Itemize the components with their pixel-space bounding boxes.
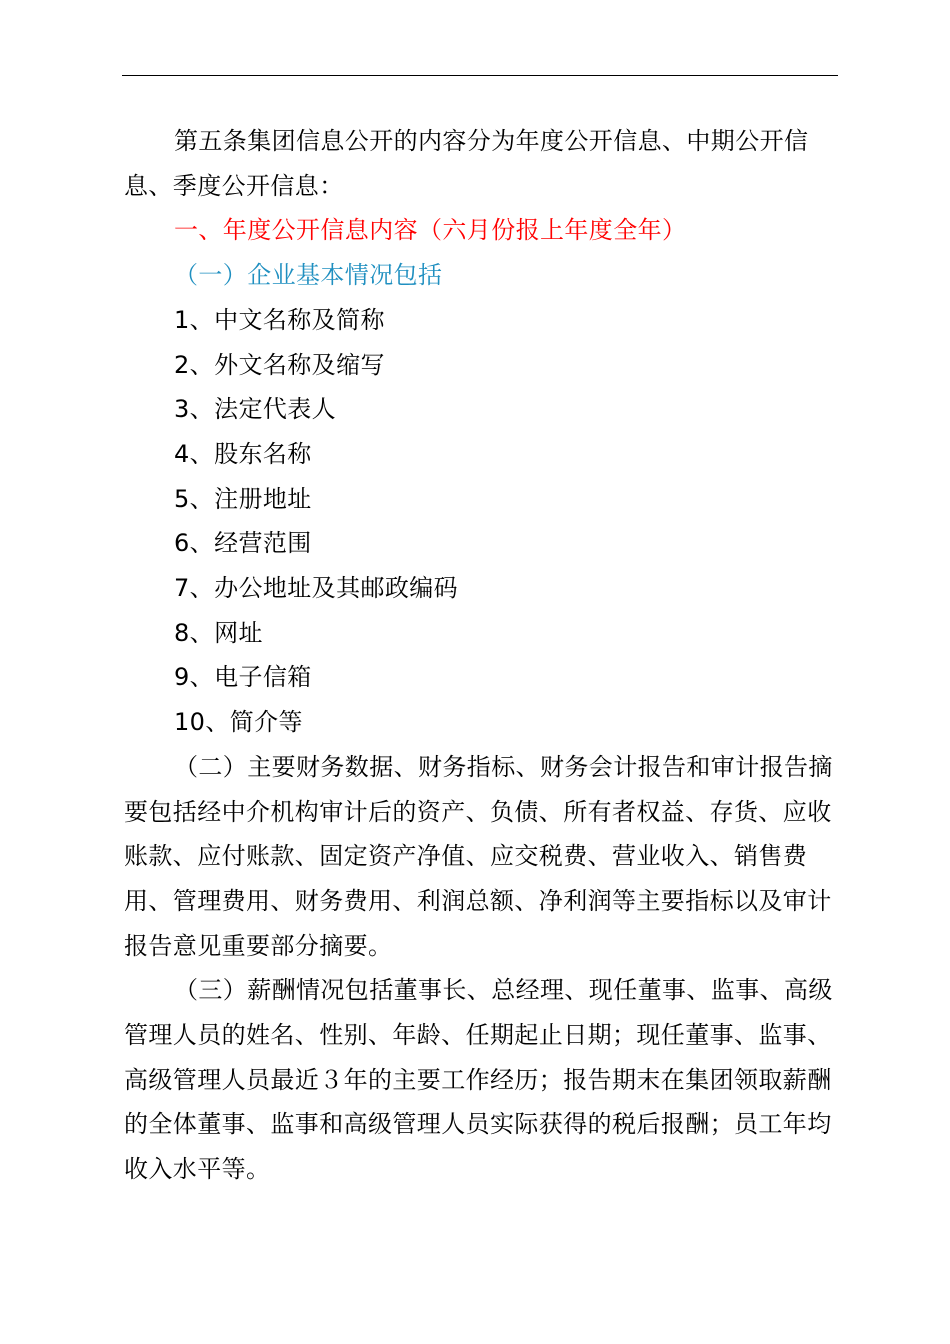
list-item: 9、电子信箱 — [174, 663, 312, 692]
intro-paragraph: 第五条集团信息公开的内容分为年度公开信息、中期公开信息、季度公开信息： — [124, 127, 809, 200]
list-item: 8、网址 — [174, 618, 263, 647]
header-rule — [122, 75, 838, 76]
financial-data-paragraph: （二）主要财务数据、财务指标、财务会计报告和审计报告摘要包括经中介机构审计后的资产、负债、所有者权益、存货、应收账款、应付账款、固定资产净值、应交税费、营业收入、销售费用、管理费用、财务费用、利润总额、净利润等主要指标以及审计报告意见重要部分摘要。 — [124, 752, 833, 960]
document-body — [124, 119, 840, 1192]
list-item: 2、外文名称及缩写 — [174, 350, 385, 379]
section-heading-annual: 一、年度公开信息内容（六月份报上年度全年） — [174, 216, 687, 245]
list-item: 3、法定代表人 — [174, 395, 337, 424]
subsection-heading-basic-info: （一）企业基本情况包括 — [174, 261, 443, 290]
compensation-paragraph: （三）薪酬情况包括董事长、总经理、现任董事、监事、高级管理人员的姓名、性别、年龄、任期起止日期；现任董事、监事、高级管理人员最近３年的主要工作经历；报告期末在集团领取薪酬的全体董事、监事和高级管理人员实际获得的税后报酬；员工年均收入水平等。 — [124, 976, 833, 1184]
list-item: 5、注册地址 — [174, 484, 312, 513]
list-item: 10、简介等 — [174, 708, 303, 737]
list-item: 4、股东名称 — [174, 439, 312, 468]
list-item: 6、经营范围 — [174, 529, 312, 558]
list-item: 7、办公地址及其邮政编码 — [174, 574, 459, 603]
list-item: 1、中文名称及简称 — [174, 305, 385, 334]
